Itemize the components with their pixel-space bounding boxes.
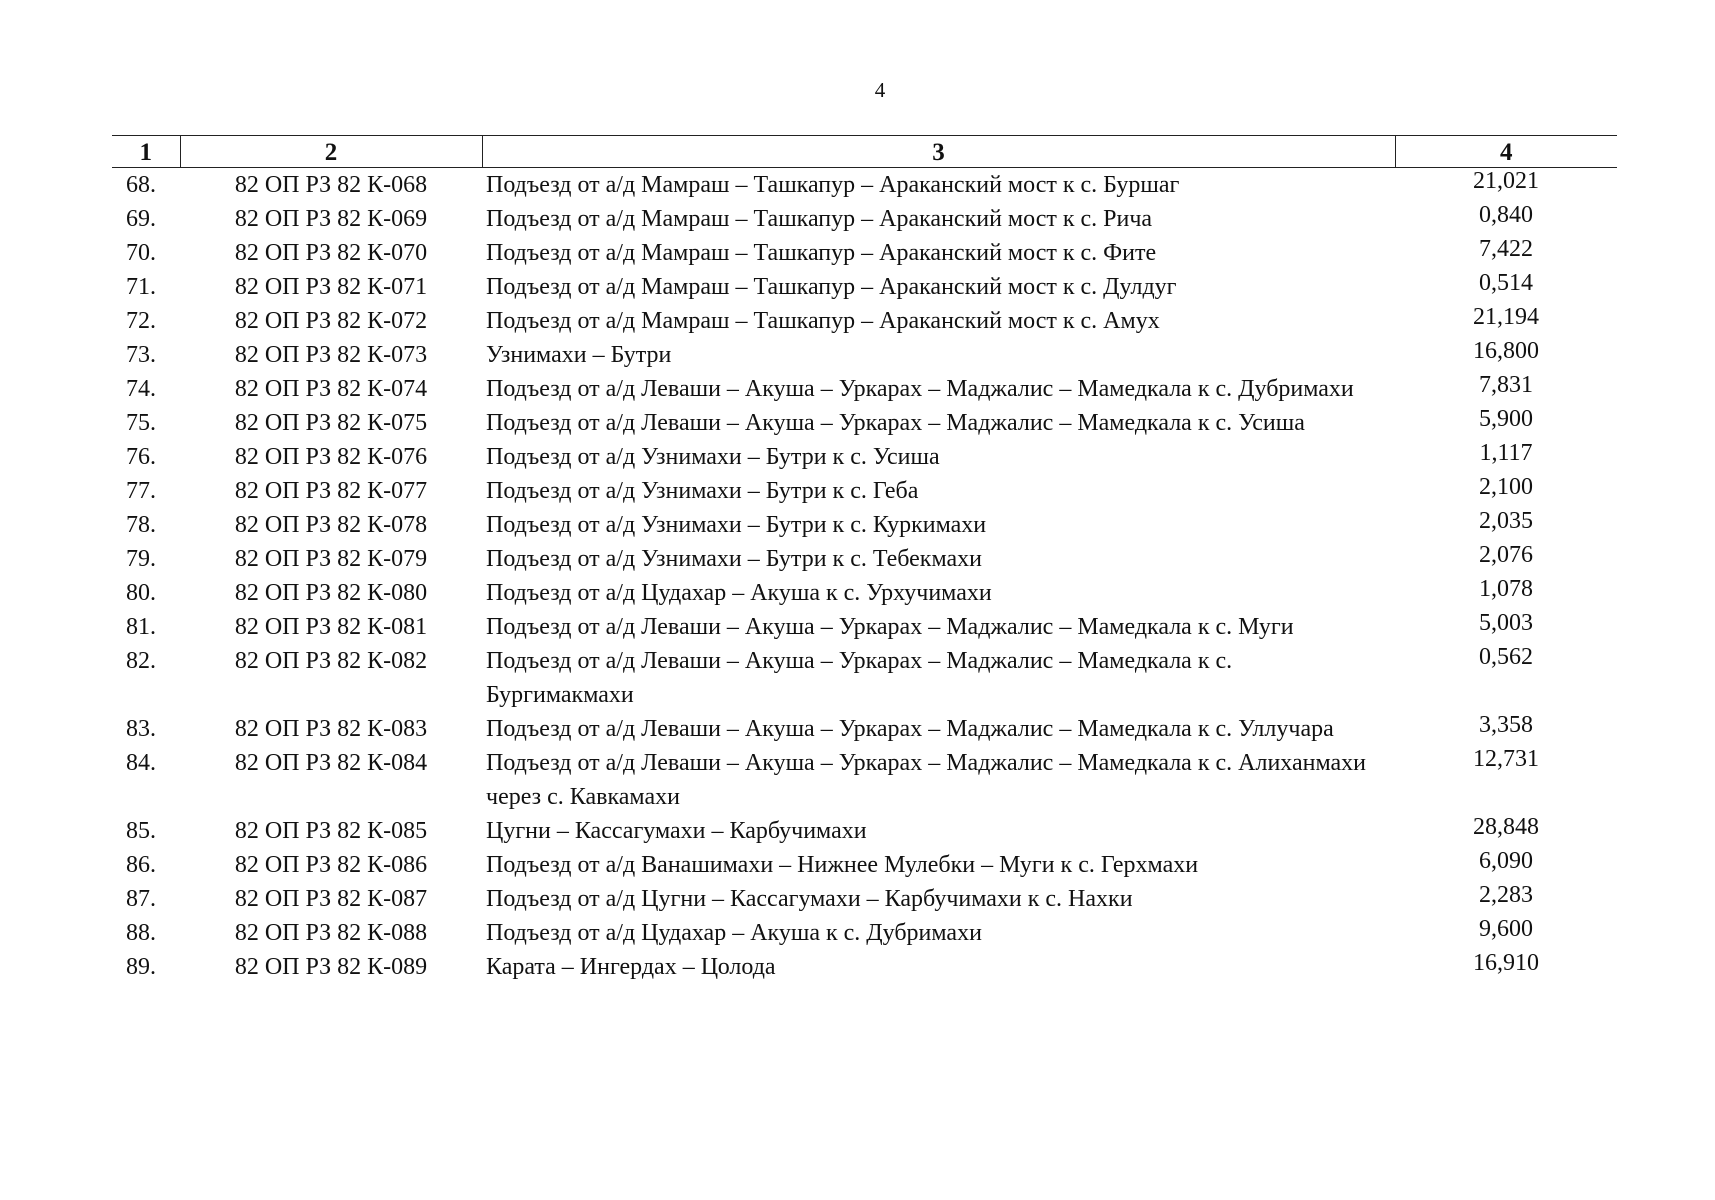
road-code: 82 ОП РЗ 82 К-070 [234,240,428,266]
table-row [112,406,1617,440]
row-number: 74. [126,376,156,402]
page-number: 4 [874,78,886,102]
road-length-cell [1395,168,1617,203]
row-number: 84. [126,750,156,776]
road-name: Подъезд от а/д Мамраш – Ташкапур – Араканский мост к с. Рича [486,206,1153,232]
road-length: 16,800 [1473,338,1539,364]
road-length-cell [1395,644,1617,712]
road-length: 16,910 [1473,950,1539,976]
road-length-cell [1395,304,1617,338]
road-code: 82 ОП РЗ 82 К-078 [234,512,428,538]
road-name: Подъезд от а/д Мамраш – Ташкапур – Араканский мост к с. Амух [486,308,1160,334]
road-length: 0,840 [1479,202,1533,228]
table-row [112,712,1617,746]
road-code: 82 ОП РЗ 82 К-068 [234,172,428,198]
road-code: 82 ОП РЗ 82 К-069 [234,206,428,232]
road-length: 6,090 [1479,848,1533,874]
row-number: 76. [126,444,156,470]
row-number: 89. [126,954,156,980]
road-name: Карата – Ингердах – Цолода [486,954,776,980]
road-length: 2,076 [1479,542,1533,568]
road-length: 9,600 [1479,916,1533,942]
road-length-cell [1395,236,1617,270]
table-row [112,474,1617,508]
row-number: 73. [126,342,156,368]
table-row [112,644,1617,712]
road-code: 82 ОП РЗ 82 К-072 [234,308,428,334]
row-number: 83. [126,716,156,742]
road-name: Подъезд от а/д Цугни – Кассагумахи – Карбучимахи к с. Нахки [486,886,1133,912]
road-length: 2,100 [1479,474,1533,500]
table-row [112,950,1617,984]
road-length: 3,358 [1479,712,1533,738]
road-length-cell [1395,440,1617,474]
road-code: 82 ОП РЗ 82 К-086 [234,852,428,878]
road-length: 21,021 [1473,168,1539,194]
road-length: 5,003 [1479,610,1533,636]
road-length: 0,514 [1479,270,1533,296]
table-header [112,136,1617,168]
road-code: 82 ОП РЗ 82 К-084 [234,750,428,776]
road-name: Узнимахи – Бутри [486,342,672,368]
road-name: Подъезд от а/д Ванашимахи – Нижнее Мулебки – Муги к с. Герхмахи [486,852,1199,878]
table-row [112,270,1617,304]
row-number: 86. [126,852,156,878]
road-length-cell [1395,202,1617,236]
row-number: 77. [126,478,156,504]
road-length: 5,900 [1479,406,1533,432]
table-body [112,168,1617,985]
row-number: 81. [126,614,156,640]
road-code: 82 ОП РЗ 82 К-082 [234,648,428,674]
road-name: Подъезд от а/д Узнимахи – Бутри к с. Усиша [486,444,940,470]
road-length-cell [1395,576,1617,610]
row-number: 85. [126,818,156,844]
road-code: 82 ОП РЗ 82 К-087 [234,886,428,912]
header-col-2: 2 [180,136,482,168]
road-name: Подъезд от а/д Мамраш – Ташкапур – Араканский мост к с. Фите [486,240,1157,266]
row-number: 88. [126,920,156,946]
table-row [112,338,1617,372]
road-name: Подъезд от а/д Леваши – Акуша – Уркарах – Маджалис – Мамедкала к с. Алиханмахи через с. Кавкамахи [486,750,1366,810]
header-row [112,136,1617,168]
row-number: 75. [126,410,156,436]
row-number: 80. [126,580,156,606]
row-number: 69. [126,206,156,232]
road-length-cell [1395,950,1617,984]
road-name: Подъезд от а/д Леваши – Акуша – Уркарах – Маджалис – Мамедкала к с. Муги [486,614,1294,640]
row-number: 82. [126,648,156,674]
table-row [112,814,1617,848]
table-row [112,746,1617,814]
roads-table [112,135,1617,984]
table-row [112,848,1617,882]
road-name: Подъезд от а/д Цудахар – Акуша к с. Дубримахи [486,920,982,946]
road-code: 82 ОП РЗ 82 К-077 [234,478,428,504]
road-length-cell [1395,882,1617,916]
road-length: 2,283 [1479,882,1533,908]
road-length: 1,117 [1479,440,1533,466]
road-length-cell [1395,916,1617,950]
road-name: Подъезд от а/д Леваши – Акуша – Уркарах – Маджалис – Мамедкала к с. Бургимакмахи [486,648,1233,708]
road-name: Подъезд от а/д Леваши – Акуша – Уркарах – Маджалис – Мамедкала к с. Дубримахи [486,376,1354,402]
table-row [112,304,1617,338]
road-name: Подъезд от а/д Мамраш – Ташкапур – Араканский мост к с. Буршаг [486,172,1180,198]
road-code: 82 ОП РЗ 82 К-088 [234,920,428,946]
road-code: 82 ОП РЗ 82 К-074 [234,376,428,402]
road-length-cell [1395,712,1617,746]
table-row [112,508,1617,542]
road-name: Подъезд от а/д Мамраш – Ташкапур – Араканский мост к с. Дулдуг [486,274,1177,300]
row-number: 72. [126,308,156,334]
road-name: Подъезд от а/д Цудахар – Акуша к с. Урхучимахи [486,580,992,606]
road-code: 82 ОП РЗ 82 К-076 [234,444,428,470]
road-code: 82 ОП РЗ 82 К-089 [234,954,428,980]
road-name: Подъезд от а/д Узнимахи – Бутри к с. Тебекмахи [486,546,982,572]
road-code: 82 ОП РЗ 82 К-073 [234,342,428,368]
header-col-1: 1 [112,136,180,168]
road-length-cell [1395,338,1617,372]
header-col-4: 4 [1395,136,1617,168]
road-code: 82 ОП РЗ 82 К-083 [234,716,428,742]
road-length-cell [1395,508,1617,542]
table-row [112,542,1617,576]
road-length: 12,731 [1473,746,1539,772]
road-length: 1,078 [1479,576,1533,602]
row-number: 71. [126,274,156,300]
road-code: 82 ОП РЗ 82 К-080 [234,580,428,606]
road-code: 82 ОП РЗ 82 К-085 [234,818,428,844]
row-number: 78. [126,512,156,538]
road-length-cell [1395,542,1617,576]
road-code: 82 ОП РЗ 82 К-081 [234,614,428,640]
road-length: 7,422 [1479,236,1533,262]
table-row [112,610,1617,644]
road-name: Подъезд от а/д Узнимахи – Бутри к с. Геба [486,478,919,504]
road-length-cell [1395,270,1617,304]
table-row [112,576,1617,610]
road-length-cell [1395,746,1617,814]
road-code: 82 ОП РЗ 82 К-071 [234,274,428,300]
table-row [112,202,1617,236]
road-length-cell [1395,474,1617,508]
header-col-3: 3 [482,136,1395,168]
road-length-cell [1395,372,1617,406]
row-number: 87. [126,886,156,912]
row-number: 68. [126,172,156,198]
road-length-cell [1395,610,1617,644]
road-code: 82 ОП РЗ 82 К-079 [234,546,428,572]
road-length-cell [1395,406,1617,440]
road-length: 21,194 [1473,304,1539,330]
table-row [112,236,1617,270]
row-number: 70. [126,240,156,266]
road-length: 7,831 [1479,372,1533,398]
road-name: Подъезд от а/д Узнимахи – Бутри к с. Куркимахи [486,512,987,538]
road-name: Подъезд от а/д Леваши – Акуша – Уркарах – Маджалис – Мамедкала к с. Уллучара [486,716,1334,742]
table-row [112,882,1617,916]
row-number: 79. [126,546,156,572]
road-code: 82 ОП РЗ 82 К-075 [234,410,428,436]
road-length: 28,848 [1473,814,1539,840]
table-row [112,372,1617,406]
road-length: 0,562 [1479,644,1533,670]
road-name: Цугни – Кассагумахи – Карбучимахи [486,818,867,844]
road-length-cell [1395,814,1617,848]
road-name: Подъезд от а/д Леваши – Акуша – Уркарах – Маджалис – Мамедкала к с. Усиша [486,410,1305,436]
table-row [112,168,1617,203]
table-row [112,440,1617,474]
road-length-cell [1395,848,1617,882]
table-row [112,916,1617,950]
road-length: 2,035 [1479,508,1533,534]
